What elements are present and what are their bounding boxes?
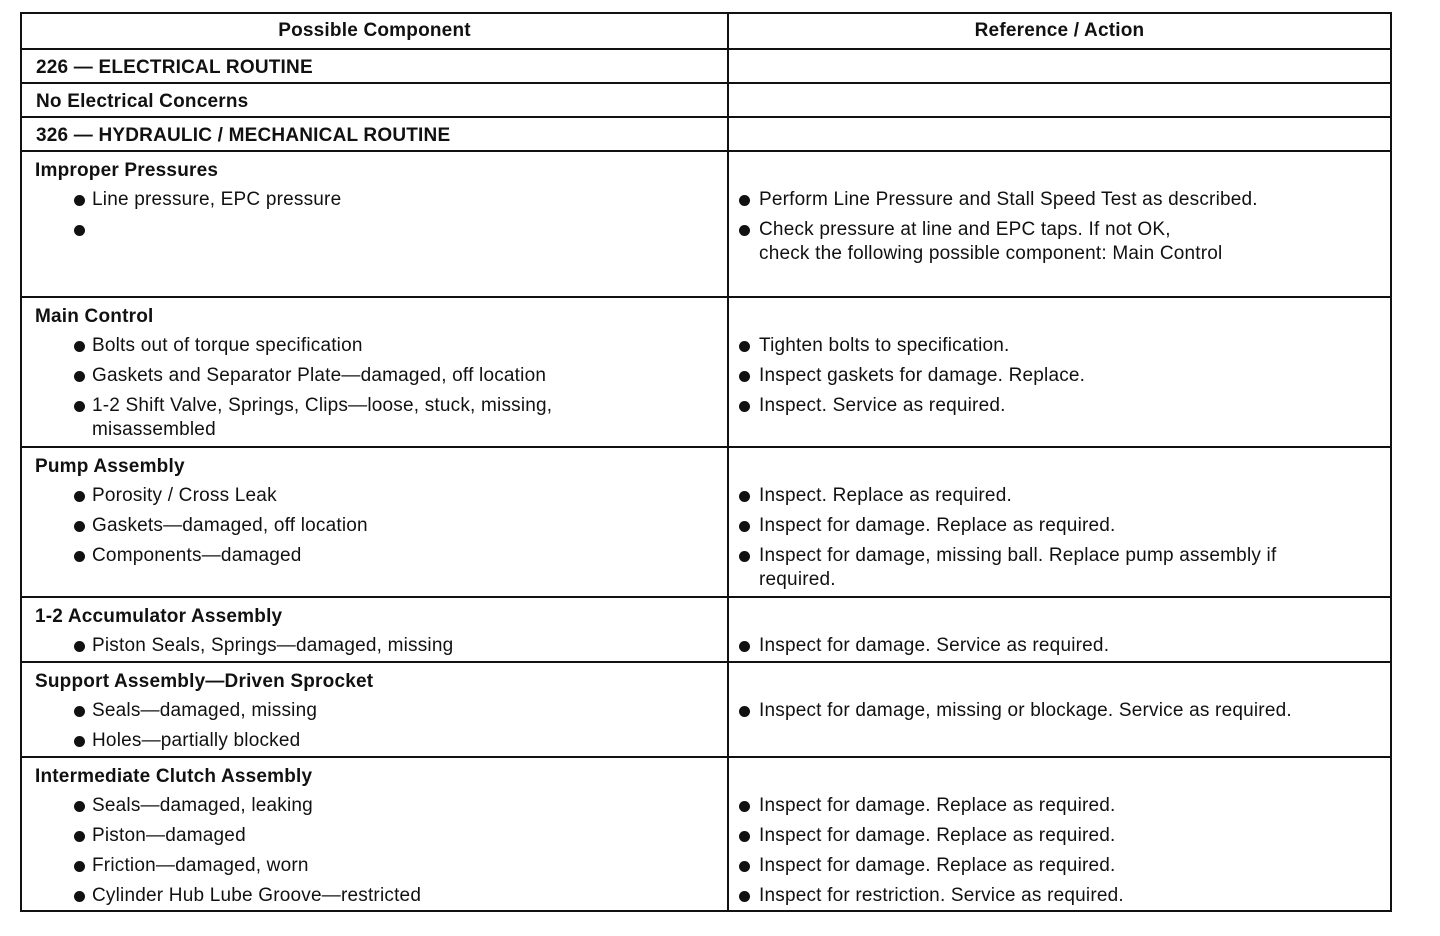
component-item: 1-2 Shift Valve, Springs, Clips—loose, stuck, missing, [22, 394, 727, 418]
section-title: Support Assembly—Driven Sprocket [35, 671, 374, 692]
routine-row-electrical [21, 49, 1391, 83]
action-item: Tighten bolts to specification. [729, 334, 1390, 358]
section-row-intermediate-clutch [21, 757, 1391, 911]
component-cell [21, 447, 728, 597]
bullet-icon [74, 195, 85, 206]
section-title: Improper Pressures [35, 160, 219, 181]
bullet-icon [739, 831, 750, 842]
action-cell [728, 297, 1391, 447]
action-cell [728, 662, 1391, 757]
component-cell [21, 297, 728, 447]
bullet-icon [74, 521, 85, 532]
action-item: Inspect for damage, missing or blockage. Service as required. [729, 699, 1390, 723]
action-cell [728, 597, 1391, 662]
header-reference-action: Reference / Action [728, 13, 1391, 49]
section-title: Pump Assembly [35, 456, 185, 477]
action-item-continued: check the following possible component: Main Control [759, 243, 1223, 264]
component-cell [21, 597, 728, 662]
section-row-support-assembly [21, 662, 1391, 757]
component-item: Gaskets—damaged, off location [22, 514, 727, 538]
component-cell [21, 757, 728, 911]
component-item: Cylinder Hub Lube Groove—restricted [22, 884, 727, 908]
routine-empty-cell [728, 49, 1391, 83]
bullet-icon [74, 371, 85, 382]
section-title: 1-2 Accumulator Assembly [35, 606, 283, 627]
diagnosis-table [20, 12, 1392, 912]
bullet-icon [74, 736, 85, 747]
header-possible-component: Possible Component [21, 13, 728, 49]
action-item: Inspect for damage. Replace as required. [729, 854, 1390, 878]
bullet-icon [739, 225, 750, 236]
component-item: Gaskets and Separator Plate—damaged, off location [22, 364, 727, 388]
action-item: Inspect for damage. Replace as required. [729, 794, 1390, 818]
section-title: Intermediate Clutch Assembly [35, 766, 313, 787]
section-row-main-control [21, 297, 1391, 447]
action-item: Inspect. Service as required. [729, 394, 1390, 418]
action-cell [728, 151, 1391, 297]
bullet-icon [74, 401, 85, 412]
component-item: Piston Seals, Springs—damaged, missing [22, 634, 727, 658]
bullet-icon [739, 195, 750, 206]
section-row-improper-pressures [21, 151, 1391, 297]
component-cell [21, 151, 728, 297]
routine-title: 326 — HYDRAULIC / MECHANICAL ROUTINE [21, 117, 728, 151]
action-item: Inspect gaskets for damage. Replace. [729, 364, 1390, 388]
bullet-icon [739, 371, 750, 382]
routine-title: 226 — ELECTRICAL ROUTINE [21, 49, 728, 83]
section-row-pump-assembly [21, 447, 1391, 597]
routine-empty-cell [728, 117, 1391, 151]
component-item: Holes—partially blocked [22, 729, 727, 753]
component-item: Piston—damaged [22, 824, 727, 848]
action-item: Inspect for damage. Replace as required. [729, 824, 1390, 848]
action-item: Inspect for restriction. Service as required. [729, 884, 1390, 908]
bullet-icon [74, 341, 85, 352]
bullet-icon [739, 861, 750, 872]
action-item: Inspect for damage. Replace as required. [729, 514, 1390, 538]
component-item: Porosity / Cross Leak [22, 484, 727, 508]
section-title: Main Control [35, 306, 154, 327]
bullet-icon [74, 831, 85, 842]
bullet-icon [74, 891, 85, 902]
bullet-icon [74, 706, 85, 717]
bullet-icon [74, 491, 85, 502]
component-cell [21, 662, 728, 757]
component-item: Seals—damaged, leaking [22, 794, 727, 818]
component-item: Line pressure, EPC pressure [22, 188, 727, 212]
component-item: Components—damaged [22, 544, 727, 568]
bullet-icon [739, 641, 750, 652]
bullet-icon [739, 521, 750, 532]
header-row [21, 13, 1391, 49]
bullet-icon [739, 341, 750, 352]
bullet-icon [739, 491, 750, 502]
routine-row-hydraulic [21, 117, 1391, 151]
action-item: Perform Line Pressure and Stall Speed Test as described. [729, 188, 1390, 212]
bullet-icon [74, 861, 85, 872]
routine-empty-cell [728, 83, 1391, 117]
diagnosis-page [20, 12, 1390, 912]
bullet-icon [739, 891, 750, 902]
bullet-icon [739, 801, 750, 812]
action-cell [728, 757, 1391, 911]
action-item: Inspect for damage, missing ball. Replace pump assembly if [729, 544, 1390, 568]
action-item-continued: required. [759, 569, 836, 590]
action-item: Inspect. Replace as required. [729, 484, 1390, 508]
component-item: Bolts out of torque specification [22, 334, 727, 358]
component-item: Seals—damaged, missing [22, 699, 727, 723]
component-item-continued: misassembled [92, 419, 216, 440]
action-item: Check pressure at line and EPC taps. If not OK, [729, 218, 1390, 242]
action-cell [728, 447, 1391, 597]
bullet-icon [74, 801, 85, 812]
bullet-icon [739, 706, 750, 717]
bullet-icon [74, 641, 85, 652]
section-row-accumulator [21, 597, 1391, 662]
routine-title: No Electrical Concerns [21, 83, 728, 117]
bullet-icon [739, 401, 750, 412]
bullet-icon [74, 551, 85, 562]
bullet-icon [739, 551, 750, 562]
bullet-icon [74, 225, 85, 236]
action-item: Inspect for damage. Service as required. [729, 634, 1390, 658]
component-item: Friction—damaged, worn [22, 854, 727, 878]
routine-row-no-concerns [21, 83, 1391, 117]
